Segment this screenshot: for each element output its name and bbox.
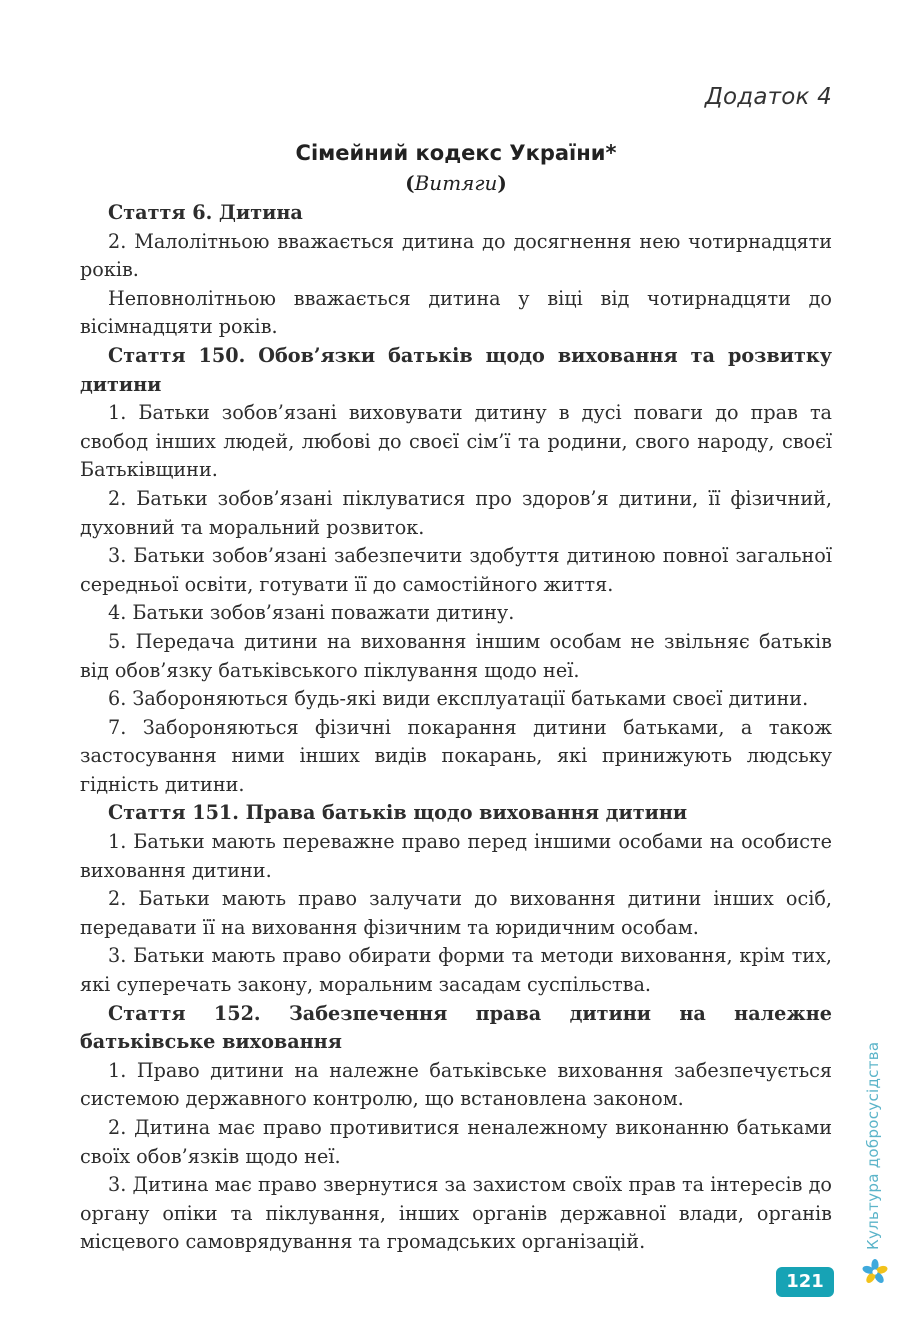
article-paragraph: 5. Передача дитини на виховання іншим особам не звільняє батьків від обов’язку батьківського піклування щодо неї. — [80, 629, 832, 682]
article-paragraph: Неповнолітньою вважається дитина у віці від чотирнадцяти до вісімнадцяти років. — [80, 286, 832, 339]
article-paragraph: 1. Батьки зобов’язані виховувати дитину в дусі поваги до прав та свобод інших людей, любові до своєї сім’ї та родини, свого народу, своєї Батьківщини. — [80, 401, 832, 482]
article-heading: Стаття 151. Права батьків щодо виховання дитини — [108, 801, 688, 825]
article-paragraph: 4. Батьки зобов’язані поважати дитину. — [108, 601, 515, 625]
article-paragraph: 2. Малолітньою вважається дитина до досягнення нею чотирнадцяти років. — [80, 229, 832, 282]
article-paragraph: 3. Батьки мають право обирати форми та методи виховання, крім тих, які суперечать закону, моральним засадам суспільства. — [80, 944, 832, 997]
flower-icon — [861, 1258, 889, 1286]
article-heading: Стаття 150. Обов’язки батьків щодо виховання та розвитку дитини — [80, 343, 832, 396]
side-section-label: Культура добросусідства — [864, 1041, 882, 1250]
article-paragraph: 1. Батьки мають переважне право перед іншими особами на особисте виховання дитини. — [80, 830, 832, 882]
article-heading: Стаття 6. Дитина — [108, 201, 303, 224]
page-number-badge: 121 — [776, 1267, 834, 1297]
subtitle-paren-close: ) — [497, 171, 507, 195]
article-body — [80, 199, 832, 1257]
article-paragraph: 3. Батьки зобов’язані забезпечити здобуття дитиною повної загальної середньої освіти, готувати її до самостійного життя. — [80, 544, 832, 596]
article-paragraph: 7. Забороняються фізичні покарання дитини батьками, а також застосування ними інших видів покарань, які принижують людську гідність дитини. — [80, 715, 832, 796]
document-title: Сімейний кодекс України* — [295, 141, 617, 165]
article-paragraph: 6. Забороняються будь-які види експлуатації батьками своєї дитини. — [108, 687, 809, 711]
article-paragraph: 2. Дитина має право противитися неналежному виконанню батьками своїх обов’язків щодо неї. — [80, 1116, 832, 1168]
article-paragraph: 2. Батьки зобов’язані піклуватися про здоров’я дитини, її фізичний, духовний та моральний розвиток. — [80, 486, 832, 539]
subtitle-paren-open: ( — [405, 171, 415, 195]
subtitle-text: Витяги — [414, 171, 498, 195]
article-heading: Стаття 152. Забезпечення права дитини на належне батьківське виховання — [80, 1001, 832, 1054]
article-paragraph: 1. Право дитини на належне батьківське виховання забезпечується системою державного контролю, що встановлена законом. — [80, 1058, 832, 1111]
document-subtitle — [80, 171, 832, 195]
appendix-label: Додаток 4 — [704, 84, 832, 110]
article-paragraph: 3. Дитина має право звернутися за захистом своїх прав та інтересів до органу опіки та піклування, інших органів державної влади, органів місцевого самоврядування та громадських організацій. — [80, 1173, 832, 1254]
article-paragraph: 2. Батьки мають право залучати до виховання дитини інших осіб, передавати її на виховання фізичним та юридичним особам. — [80, 887, 832, 939]
